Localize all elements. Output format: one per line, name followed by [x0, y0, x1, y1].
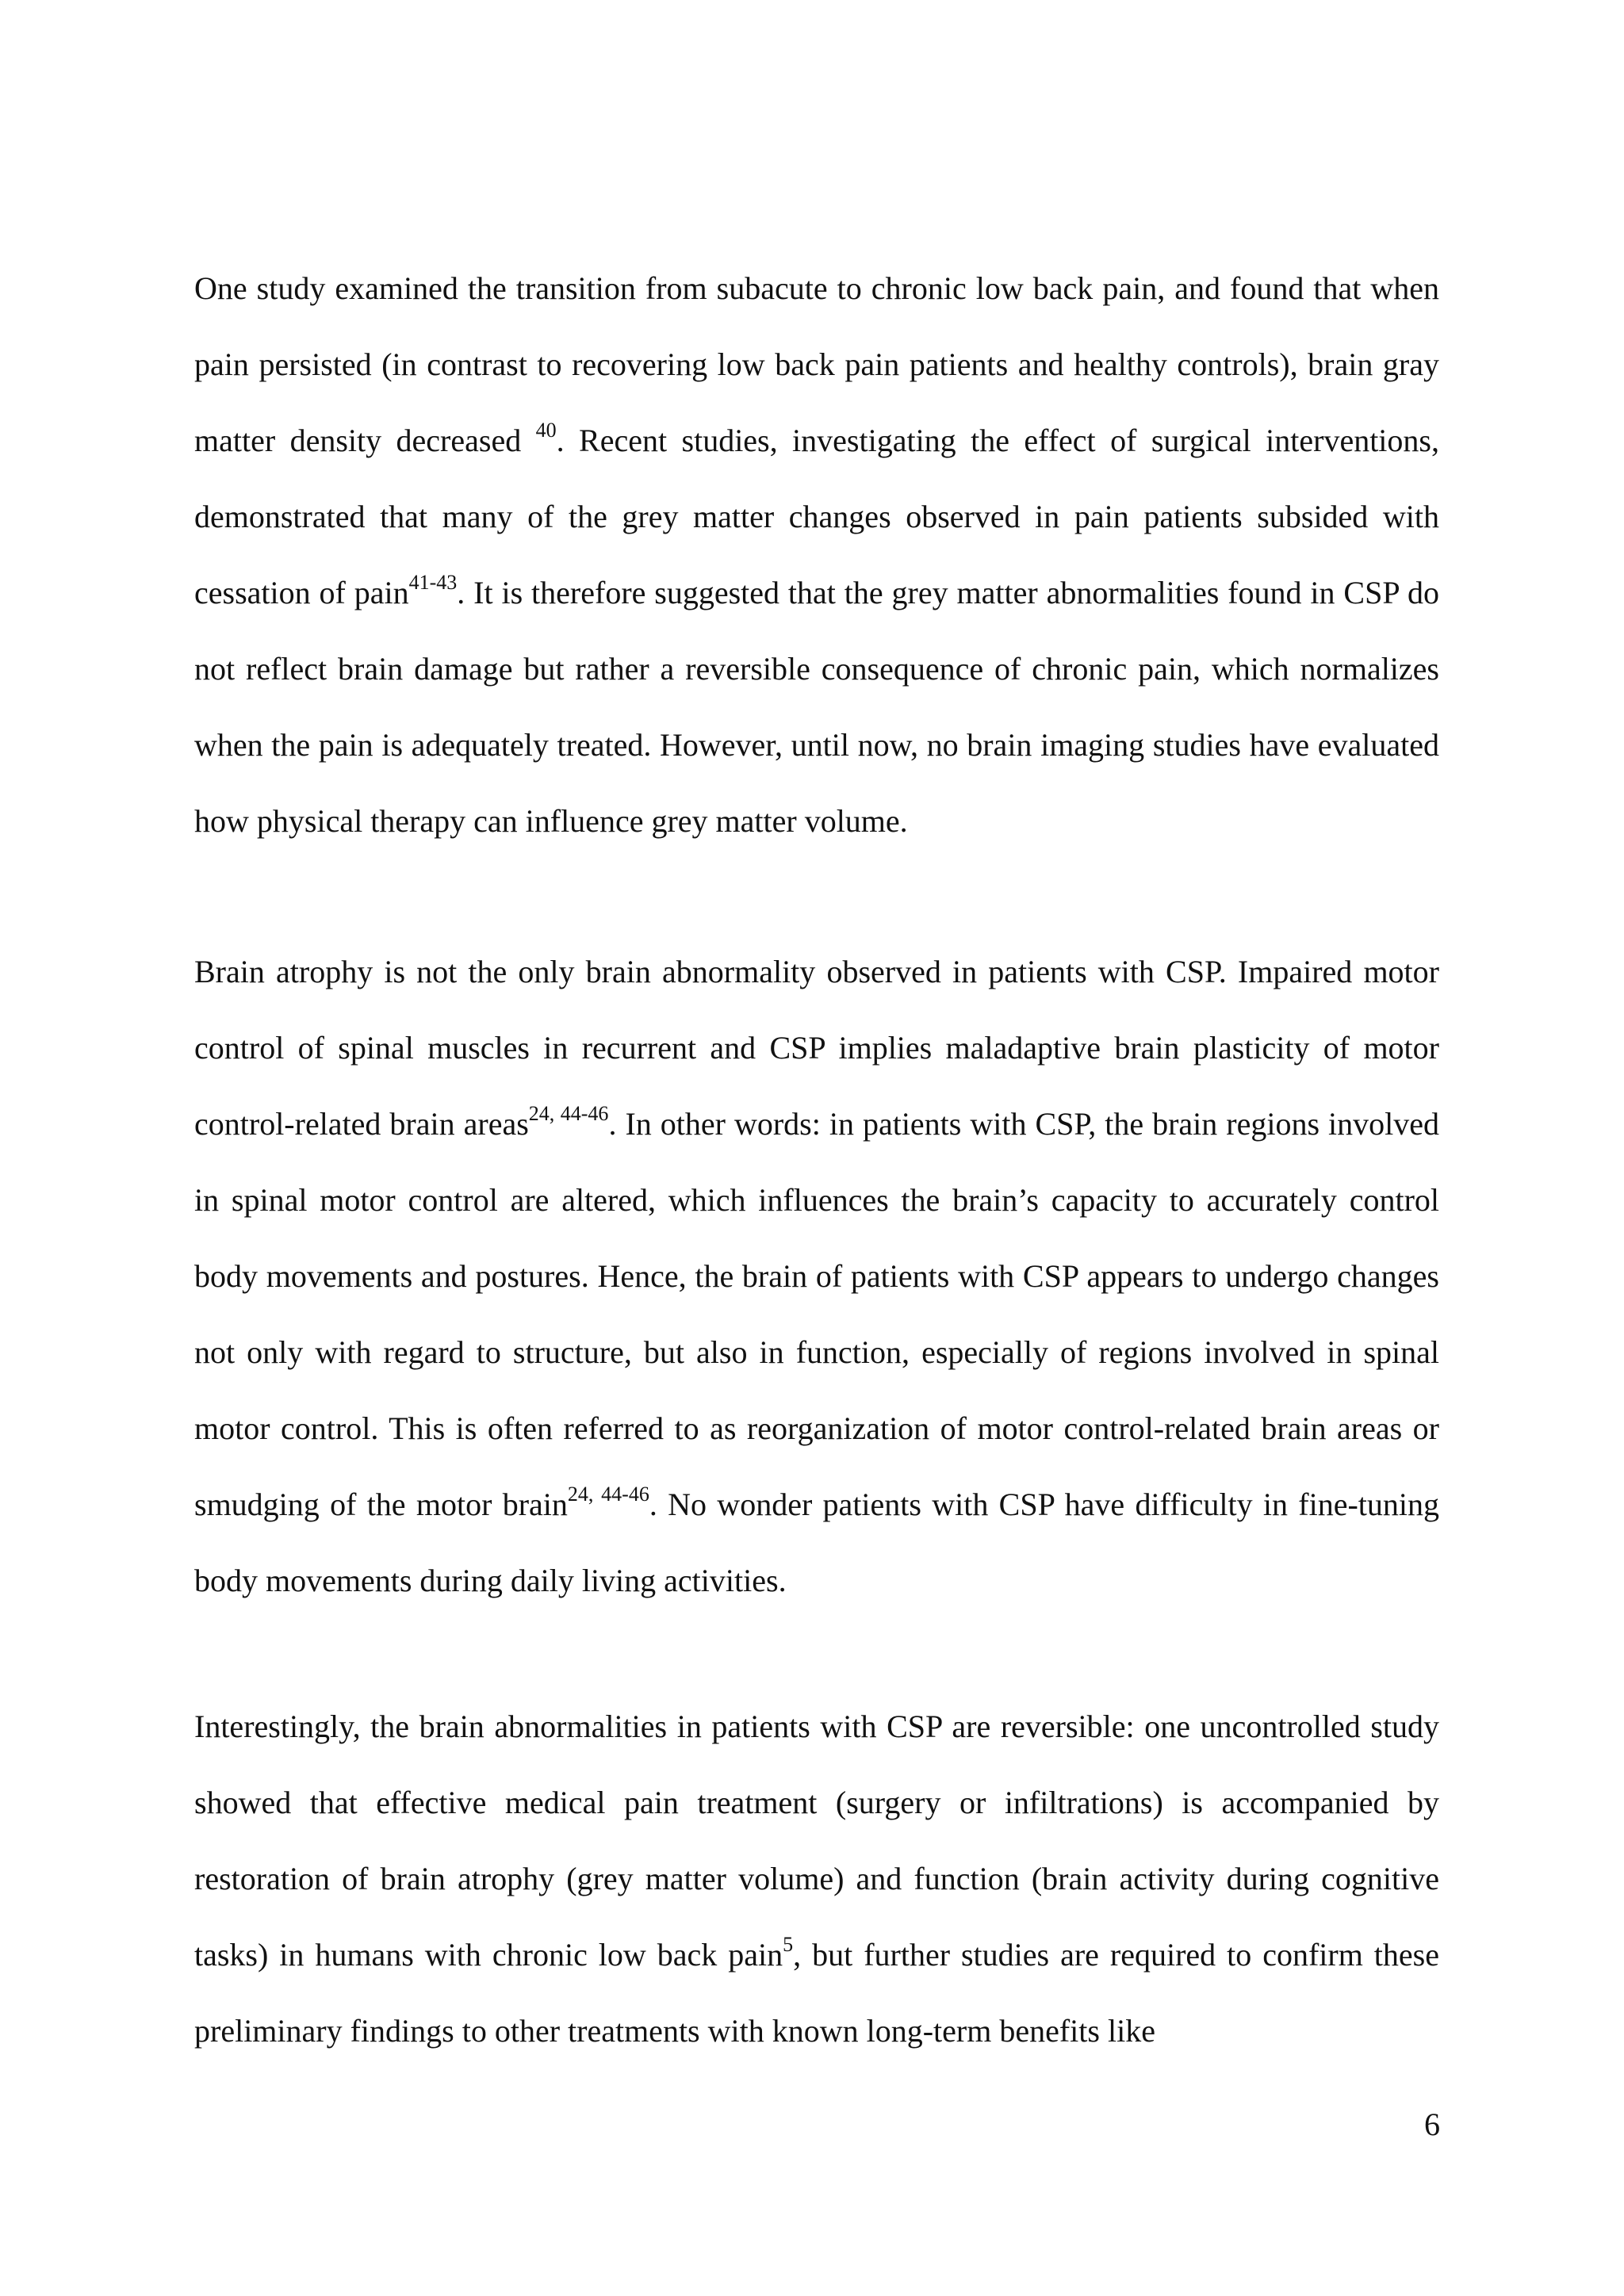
- text-run: One study examined the transition from subacute to chronic low back pain, and found that when pain persisted (in contrast to recovering low back pain patients and healthy controls), brain gray matter density decreased: [194, 270, 1439, 458]
- citation-superscript: 40: [535, 419, 557, 442]
- citation-superscript: 41-43: [408, 571, 458, 594]
- citation-superscript: 5: [783, 1933, 794, 1956]
- paragraph-reversible-abnormalities: [194, 1689, 1439, 2069]
- text-run: . In other words: in patients with CSP, the brain regions involved in spinal motor control are altered, which influences the brain’s capacity to accurately control body movements and postures. Hence, the brain of patients with CSP appears to undergo changes not only with regard to structure, but also in function, especially of regions involved in spinal motor control. This is often referred to as reorganization of motor control-related brain areas or smudging of the motor brain: [194, 1106, 1439, 1522]
- citation-superscript: 24, 44-46: [528, 1102, 609, 1125]
- text-run: Brain atrophy is not the only brain abnormality observed in patients with CSP. Impaired motor control of spinal muscles in recurrent and CSP implies maladaptive brain plasticity of motor control-related brain areas: [194, 954, 1439, 1142]
- paragraph-transition-study: [194, 251, 1439, 859]
- citation-superscript: 24, 44-46: [567, 1483, 649, 1506]
- text-run: , but further studies are required to confirm these preliminary findings to other treatments with known long-term benefits like: [194, 1937, 1439, 2049]
- text-run: Interestingly, the brain abnormalities in patients with CSP are reversible: one uncontrolled study showed that effective medical pain treatment (surgery or infiltrations) is accompanied by restoration of brain atrophy (grey matter volume) and function (brain activity during cognitive tasks) in humans with chronic low back pain: [194, 1709, 1439, 1973]
- page-number: 6: [1424, 2107, 1440, 2142]
- text-run: . No wonder patients with CSP have difficulty in fine-tuning body movements during daily living activities.: [194, 1487, 1439, 1598]
- paragraph-motor-control: [194, 934, 1439, 1619]
- text-run: . Recent studies, investigating the effect of surgical interventions, demonstrated that many of the grey matter changes observed in pain patients subsided with cessation of pain: [194, 423, 1439, 610]
- text-run: . It is therefore suggested that the grey matter abnormalities found in CSP do not reflect brain damage but rather a reversible consequence of chronic pain, which normalizes when the pain is adequately treated. However, until now, no brain imaging studies have evaluated how physical therapy can influence grey matter volume.: [194, 575, 1439, 839]
